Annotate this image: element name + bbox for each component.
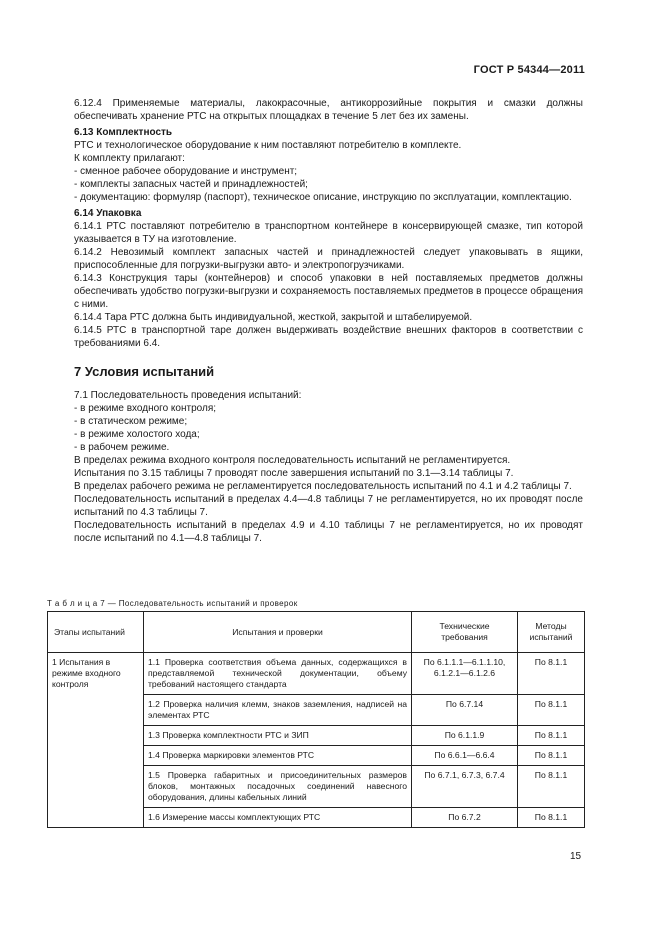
page-number: 15 xyxy=(570,851,582,862)
list-item: - сменное рабочее оборудование и инструмент; xyxy=(74,166,298,177)
column-header: Этапы испытаний xyxy=(48,612,144,653)
subsection-heading: 6.13 Комплектность xyxy=(74,127,173,138)
table-header-row xyxy=(48,612,585,653)
requirement-cell: По 6.7.14 xyxy=(412,695,518,726)
column-header: Испытания и проверки xyxy=(144,612,412,653)
subsection-heading: 6.14 Упаковка xyxy=(74,208,142,219)
method-cell: По 8.1.1 xyxy=(518,808,585,828)
list-item: - в режиме входного контроля; xyxy=(74,403,217,414)
list-item: - в статическом режиме; xyxy=(74,416,188,427)
section-heading: 7 Условия испытаний xyxy=(74,364,215,379)
paragraph: Последовательность испытаний в пределах 4.9 и 4.10 таблицы 7 не регламентируется, но их проводят после испытаний по 4.1—4.8 таблицы 7. xyxy=(74,520,583,544)
test-cell: 1.5 Проверка габаритных и присоединительных размеров блоков, монтажных посадочных соединений навесного оборудования, длины кабельных линий xyxy=(144,766,412,808)
method-cell: По 8.1.1 xyxy=(518,653,585,695)
paragraph: 6.14.1 РТС поставляют потребителю в транспортном контейнере в консервирующей смазке, тип которой указывается в ТУ на изготовление. xyxy=(74,221,583,245)
paragraph: 6.14.4 Тара РТС должна быть индивидуальной, жесткой, закрытой и штабелируемой. xyxy=(74,312,473,323)
paragraph: 7.1 Последовательность проведения испытаний: xyxy=(74,390,302,401)
column-header: Технические требования xyxy=(412,612,518,653)
requirement-cell: По 6.1.1.9 xyxy=(412,726,518,746)
paragraph: РТС и технологическое оборудование к ним поставляют потребителю в комплекте. xyxy=(74,140,462,151)
test-cell: 1.4 Проверка маркировки элементов РТС xyxy=(144,746,412,766)
test-cell: 1.6 Измерение массы комплектующих РТС xyxy=(144,808,412,828)
paragraph: 6.12.4 Применяемые материалы, лакокрасочные, антикоррозийные покрытия и смазки должны обеспечивать хранение РТС на открытых площадках в течение 5 лет без их замены. xyxy=(74,98,583,122)
paragraph: В пределах рабочего режима не регламентируется последовательность испытаний по 4.1 и 4.2 таблицы 7. xyxy=(74,481,572,492)
paragraph: 6.14.2 Невозимый комплект запасных частей и принадлежностей следует упаковывать в ящики, приспособленные для погрузки-выгрузки авто- и электропогрузчиками. xyxy=(74,247,583,271)
list-item: - комплекты запасных частей и принадлежностей; xyxy=(74,179,308,190)
test-cell: 1.3 Проверка комплектности РТС и ЗИП xyxy=(144,726,412,746)
list-item: - в режиме холостого хода; xyxy=(74,429,200,440)
paragraph: В пределах режима входного контроля последовательность испытаний не регламентируется. xyxy=(74,455,511,466)
paragraph: Испытания по 3.15 таблицы 7 проводят после завершения испытаний по 3.1—3.14 таблицы 7. xyxy=(74,468,514,479)
method-cell: По 8.1.1 xyxy=(518,746,585,766)
list-item: - документацию: формуляр (паспорт), техническое описание, инструкцию по эксплуатации, комплектацию. xyxy=(74,192,572,203)
method-cell: По 8.1.1 xyxy=(518,766,585,808)
stage-cell: 1 Испытания в режиме входного контроля xyxy=(48,653,144,828)
requirement-cell: По 6.7.1, 6.7.3, 6.7.4 xyxy=(412,766,518,808)
table-caption: Т а б л и ц а 7 — Последовательность испытаний и проверок xyxy=(47,599,298,608)
paragraph: 6.14.3 Конструкция тары (контейнеров) и способ упаковки в ней поставляемых предметов должны обеспечивать удобство погрузки-выгрузки и сохраняемость поставляемых предметов в процессе обращения с ними. xyxy=(74,273,583,310)
column-header: Методы испытаний xyxy=(518,612,585,653)
paragraph: К комплекту прилагают: xyxy=(74,153,185,164)
document-body xyxy=(74,97,583,545)
method-cell: По 8.1.1 xyxy=(518,726,585,746)
test-cell: 1.1 Проверка соответствия объема данных, содержащихся в представляемой технической документации, объему требований настоящего стандарта xyxy=(144,653,412,695)
requirement-cell: По 6.7.2 xyxy=(412,808,518,828)
test-sequence-table xyxy=(47,611,585,828)
test-cell: 1.2 Проверка наличия клемм, знаков заземления, надписей на элементах РТС xyxy=(144,695,412,726)
document-header: ГОСТ Р 54344—2011 xyxy=(473,64,585,76)
method-cell: По 8.1.1 xyxy=(518,695,585,726)
requirement-cell: По 6.1.1.1—6.1.1.10, 6.1.2.1—6.1.2.6 xyxy=(412,653,518,695)
paragraph: 6.14.5 РТС в транспортной таре должен выдерживать воздействие внешних факторов в соответствии с требованиями 6.4. xyxy=(74,325,583,349)
table-row xyxy=(48,653,585,695)
paragraph: Последовательность испытаний в пределах 4.4—4.8 таблицы 7 не регламентируется, но их проводят после испытаний по 4.3 таблицы 7. xyxy=(74,494,583,518)
list-item: - в рабочем режиме. xyxy=(74,442,170,453)
requirement-cell: По 6.6.1—6.6.4 xyxy=(412,746,518,766)
